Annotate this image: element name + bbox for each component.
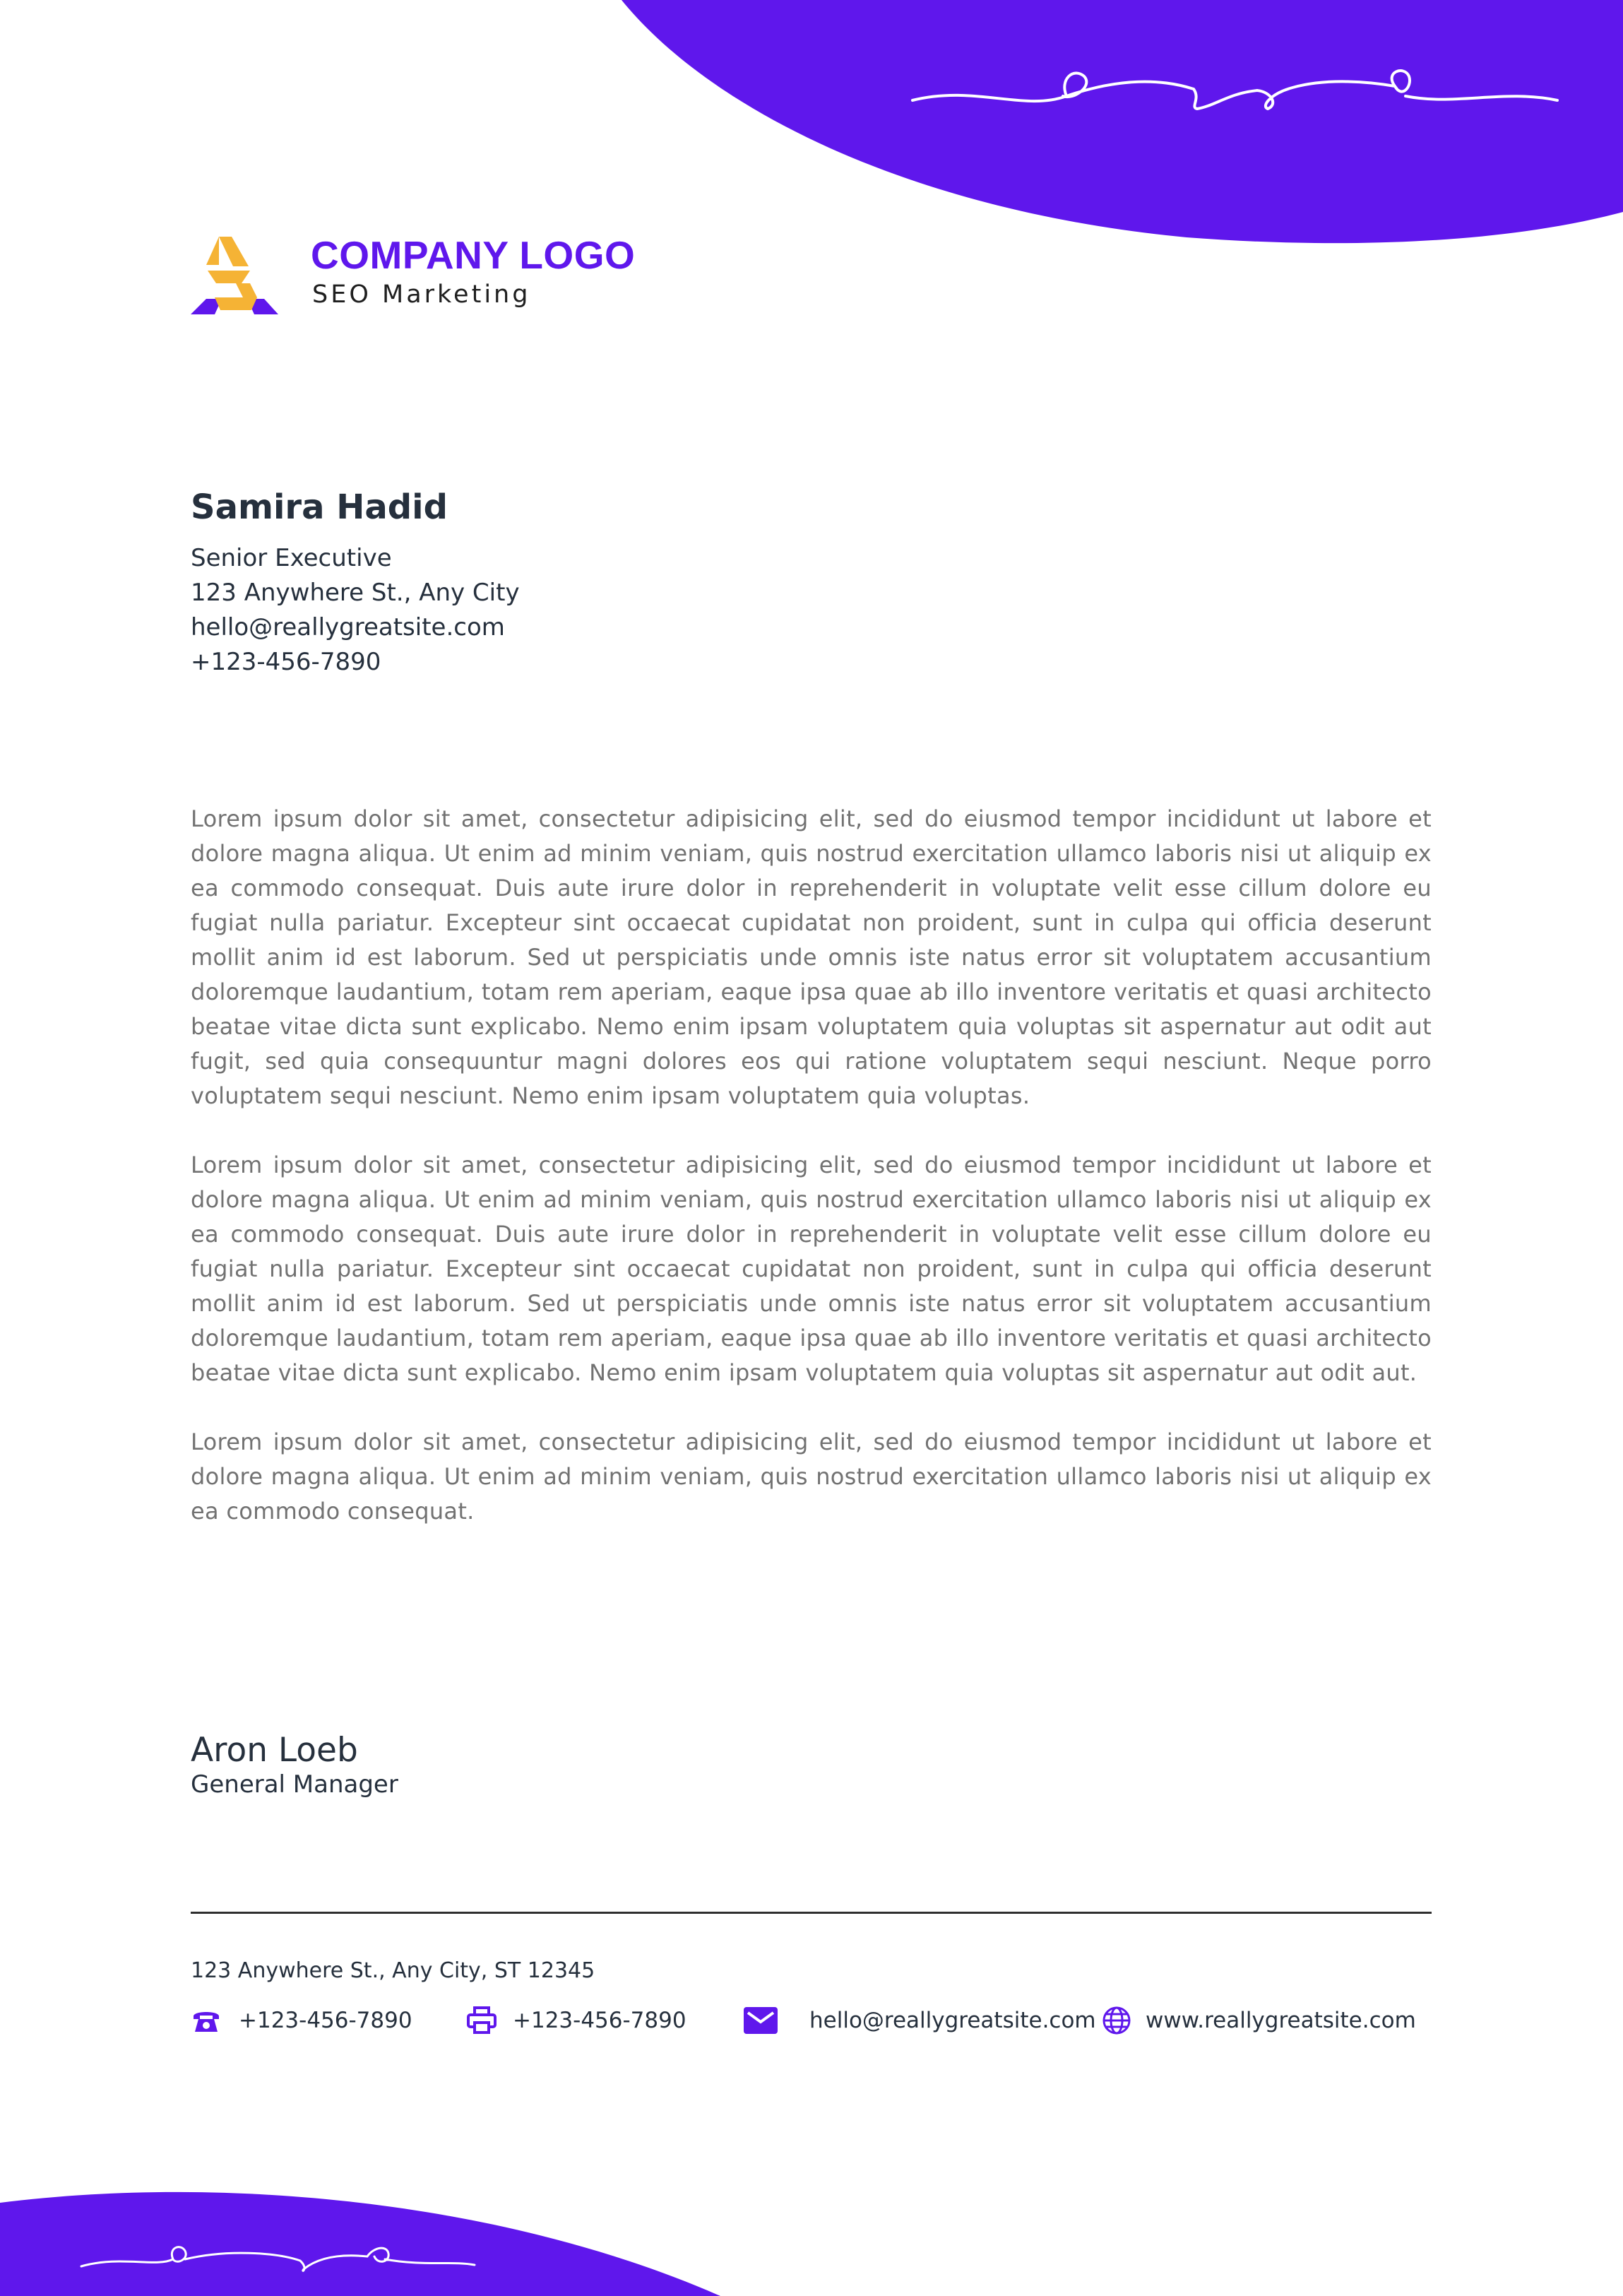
body-paragraph: Lorem ipsum dolor sit amet, consectetur adipisicing elit, sed do eiusmod tempor incididunt ut labore et dolore magna aliqua. Ut enim ad minim veniam, quis nostrud exercitation ullamco laboris nisi ut aliquip ex ea commodo consequat. Duis aute irure dolor in reprehenderit in voluptate velit esse cillum dolore eu fugiat nulla pariatur. Excepteur sint occaecat cupidatat non proident, sunt in culpa qui officia deserunt mollit anim id est laborum. Sed ut perspiciatis unde omnis iste natus error sit voluptatem accusantium doloremque laudantium, totam rem aperiam, eaque ipsa quae ab illo inventore veritatis et quasi architecto beatae vitae dicta sunt explicabo. Nemo enim ipsam voluptatem quia voluptas sit aspernatur aut odit aut fugit, sed quia consequuntur magni dolores eos qui ratione voluptatem sequi nesciunt. Neque porro voluptatem sequi nesciunt. Nemo enim ipsam voluptatem quia voluptas. bbox=[191, 805, 1432, 1109]
phone-icon bbox=[191, 2006, 222, 2035]
footer-phone-text: +123-456-7890 bbox=[239, 2008, 412, 2033]
footer-website-text[interactable]: www.reallygreatsite.com bbox=[1146, 2008, 1416, 2033]
recipient-block bbox=[191, 487, 520, 680]
footer-fax bbox=[466, 2003, 686, 2038]
logo-subtitle: SEO Marketing bbox=[312, 280, 531, 309]
signer-name: Aron Loeb bbox=[191, 1731, 358, 1770]
logo-mark-icon bbox=[191, 237, 278, 314]
email-icon bbox=[743, 2006, 778, 2035]
recipient-phone: +123-456-7890 bbox=[191, 648, 381, 676]
recipient-name: Samira Hadid bbox=[191, 487, 448, 527]
body-paragraph: Lorem ipsum dolor sit amet, consectetur adipisicing elit, sed do eiusmod tempor incididunt ut labore et dolore magna aliqua. Ut enim ad minim veniam, quis nostrud exercitation ullamco laboris nisi ut aliquip ex ea commodo consequat. bbox=[191, 1428, 1432, 1525]
footer-divider bbox=[191, 1912, 1432, 1914]
recipient-email: hello@reallygreatsite.com bbox=[191, 613, 505, 641]
footer-email-text[interactable]: hello@reallygreatsite.com bbox=[809, 2008, 1096, 2033]
footer-phone bbox=[191, 2003, 412, 2038]
header-wave-decoration bbox=[0, 0, 1623, 254]
recipient-title: Senior Executive bbox=[191, 544, 392, 572]
body-paragraph: Lorem ipsum dolor sit amet, consectetur adipisicing elit, sed do eiusmod tempor incididunt ut labore et dolore magna aliqua. Ut enim ad minim veniam, quis nostrud exercitation ullamco laboris nisi ut aliquip ex ea commodo consequat. Duis aute irure dolor in reprehenderit in voluptate velit esse cillum dolore eu fugiat nulla pariatur. Excepteur sint occaecat cupidatat non proident, sunt in culpa qui officia deserunt mollit anim id est laborum. Sed ut perspiciatis unde omnis iste natus error sit voluptatem accusantium doloremque laudantium, totam rem aperiam, eaque ipsa quae ab illo inventore veritatis et quasi architecto beatae vitae dicta sunt explicabo. Nemo enim ipsam voluptatem quia voluptas sit aspernatur aut odit aut. bbox=[191, 1152, 1432, 1386]
fax-icon bbox=[466, 2006, 497, 2035]
footer-fax-text: +123-456-7890 bbox=[513, 2008, 686, 2033]
footer-website bbox=[1102, 2003, 1416, 2038]
footer-address: 123 Anywhere St., Any City, ST 12345 bbox=[191, 1958, 595, 1983]
globe-icon bbox=[1102, 2006, 1131, 2035]
logo-title: COMPANY LOGO bbox=[311, 233, 636, 277]
signature-block bbox=[191, 1731, 398, 1799]
footer-wave-decoration bbox=[0, 2176, 777, 2296]
recipient-address: 123 Anywhere St., Any City bbox=[191, 579, 520, 607]
signer-title: General Manager bbox=[191, 1770, 398, 1799]
letter-body bbox=[191, 802, 1432, 1563]
footer-email bbox=[743, 2003, 1096, 2038]
